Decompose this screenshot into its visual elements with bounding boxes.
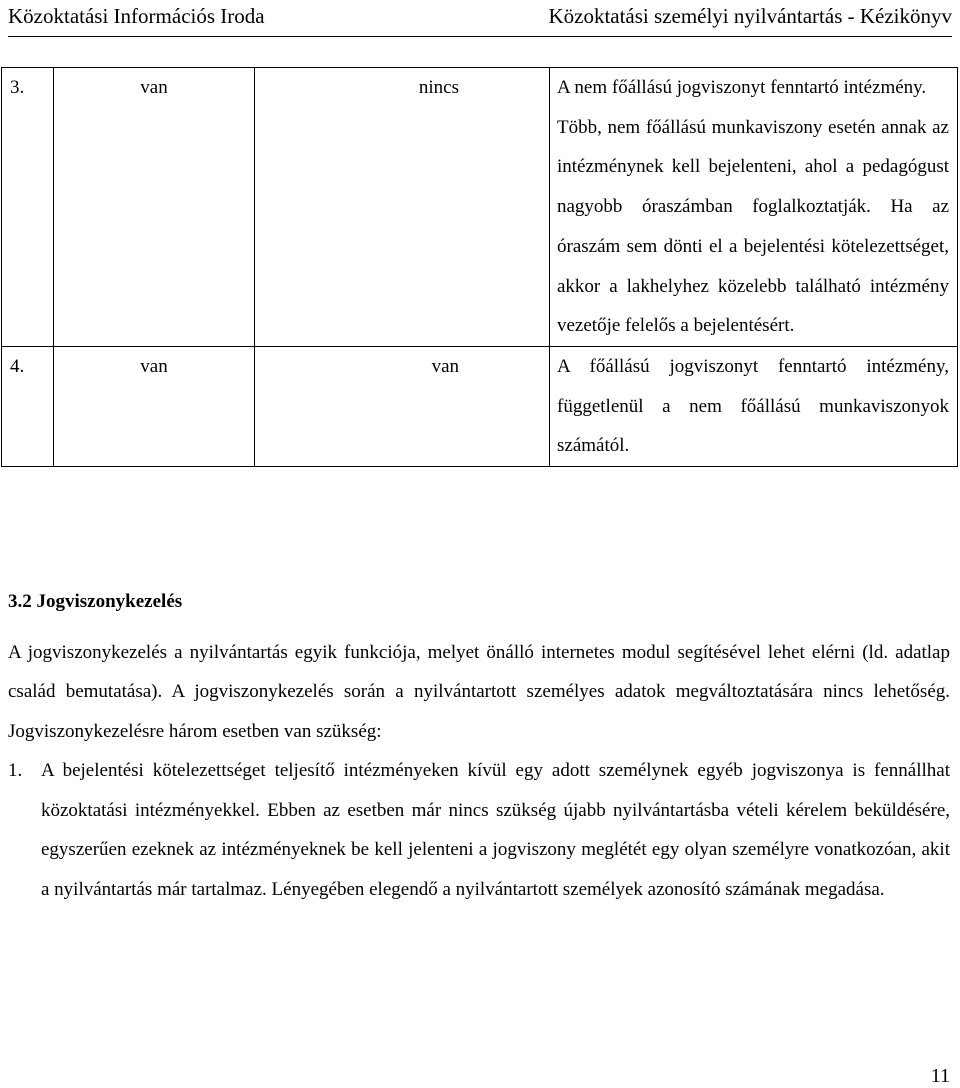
section-paragraph: A jogviszonykezelés a nyilvántartás egyik funkciója, melyet önálló internetes modul segítésével lehet elérni (ld. adatlap család bemutatása). A jogviszonykezelés során a nyilvántartott személyes adatok megváltoztatására nincs lehetőség. Jogviszonykezelésre három esetben van szükség: <box>8 642 950 742</box>
cell-paragraph: A főállású jogviszonyt fenntartó intézmény, függetlenül a nem főállású munkaviszonyok számától. <box>557 355 949 457</box>
row-cell-primary: van <box>54 68 255 347</box>
row-number: 4. <box>2 346 54 466</box>
page-header <box>8 2 952 37</box>
row-cell-primary: van <box>54 346 255 466</box>
table-row <box>2 346 958 466</box>
cell-paragraph: Több, nem főállású munkaviszony esetén annak az intézménynek kell bejelenteni, ahol a pedagógust nagyobb óraszámban foglalkoztatják. Ha az óraszám sem dönti el a bejelentési kötelezettséget, akkor a lakhelyhez közelebb található intézmény vezetője felelős a bejelentésért. <box>557 116 949 337</box>
list-item <box>8 751 950 909</box>
list-item-number: 1. <box>8 760 23 781</box>
list-item-text: A bejelentési kötelezettséget teljesítő intézményeken kívül egy adott személynek egyéb jogviszonya is fennállhat közoktatási intézményekkel. Ebben az esetben már nincs szükség újabb nyilvántartásba vételi kérelem beküldésére, egyszerűen ezeknek az intézményeknek be kell jelenteni a jogviszony meglétét egy olyan személyre vonatkozóan, akit a nyilvántartás már tartalmaz. Lényegében elegendő a nyilvántartott személyek azonosító számának megadása. <box>41 760 950 900</box>
responsibility-table <box>1 67 958 467</box>
row-cell-secondary: nincs <box>255 68 550 347</box>
page-number: 11 <box>930 1065 950 1087</box>
row-cell-responsible <box>550 68 958 347</box>
header-document-title: Közoktatási személyi nyilvántartás - Kézikönyv <box>548 4 952 28</box>
row-cell-responsible <box>550 346 958 466</box>
section-heading: 3.2 Jogviszonykezelés <box>8 591 183 612</box>
header-organization: Közoktatási Információs Iroda <box>8 4 265 28</box>
cell-paragraph: A nem főállású jogviszonyt fenntartó intézmény. <box>557 77 927 98</box>
table-row <box>2 68 958 347</box>
row-cell-secondary: van <box>255 346 550 466</box>
row-number: 3. <box>2 68 54 347</box>
